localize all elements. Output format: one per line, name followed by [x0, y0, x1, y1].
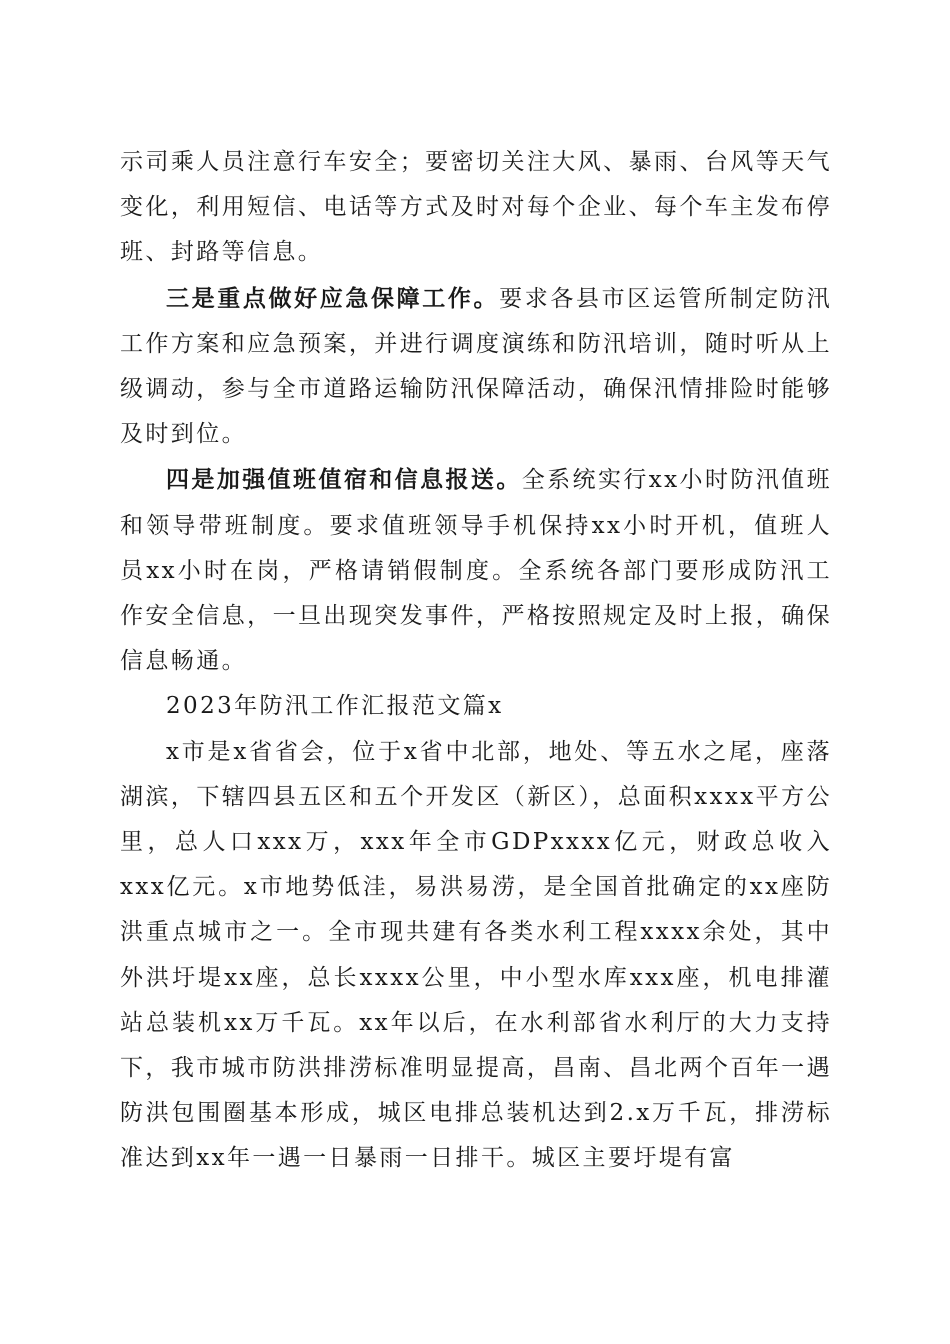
document-body [120, 140, 832, 1182]
paragraph-city-overview [120, 730, 832, 1182]
paragraph-continuation [120, 140, 832, 276]
paragraph-text: 要求各县市区运管所制定防汛工作方案和应急预案，并进行调度演练和防汛培训，随时听从上级调动，参与全市道路运输防汛保障活动，确保汛情排险时能够及时到位。 [120, 285, 832, 448]
paragraph-text: x市是x省省会，位于x省中北部，地处、等五水之尾，座落湖滨，下辖四县五区和五个开发区（新区），总面积xxxx平方公里，总人口xxx万，xxx年全市GDPxxxx亿元，财政总收入xxx亿元。x市地势低洼，易洪易涝，是全国首批确定的xx座防洪重点城市之一。全市现共建有各类水利工程xxxx余处，其中外洪圩堤xx座，总长xxxx公里，中小型水库xxx座，机电排灌站总装机xx万千瓦。xx年以后，在水利部省水利厅的大力支持下，我市城市防洪排涝标准明显提高，昌南、昌北两个百年一遇防洪包围圈基本形成，城区电排总装机达到2.x万千瓦，排涝标准达到xx年一遇一日暴雨一日排干。城区主要圩堤有富 [120, 738, 832, 1172]
paragraph-duty-reporting [120, 457, 832, 684]
paragraph-text: 全系统实行xx小时防汛值班和领导带班制度。要求值班领导手机保持xx小时开机，值班人员xx小时在岗，严格请销假制度。全系统各部门要形成防汛工作安全信息，一旦出现突发事件，严格按照规定及时上报，确保信息畅通。 [120, 467, 832, 675]
section-title [120, 684, 832, 729]
paragraph-text: 示司乘人员注意行车安全；要密切关注大风、暴雨、台风等天气变化，利用短信、电话等方式及时对每个企业、每个车主发布停班、封路等信息。 [120, 149, 832, 266]
paragraph-emergency-support [120, 276, 832, 458]
section-title-text: 2023年防汛工作汇报范文篇x [166, 693, 504, 720]
paragraph-lead-heading: 四是加强值班值宿和信息报送。 [166, 466, 522, 494]
paragraph-lead-heading: 三是重点做好应急保障工作。 [166, 284, 500, 312]
